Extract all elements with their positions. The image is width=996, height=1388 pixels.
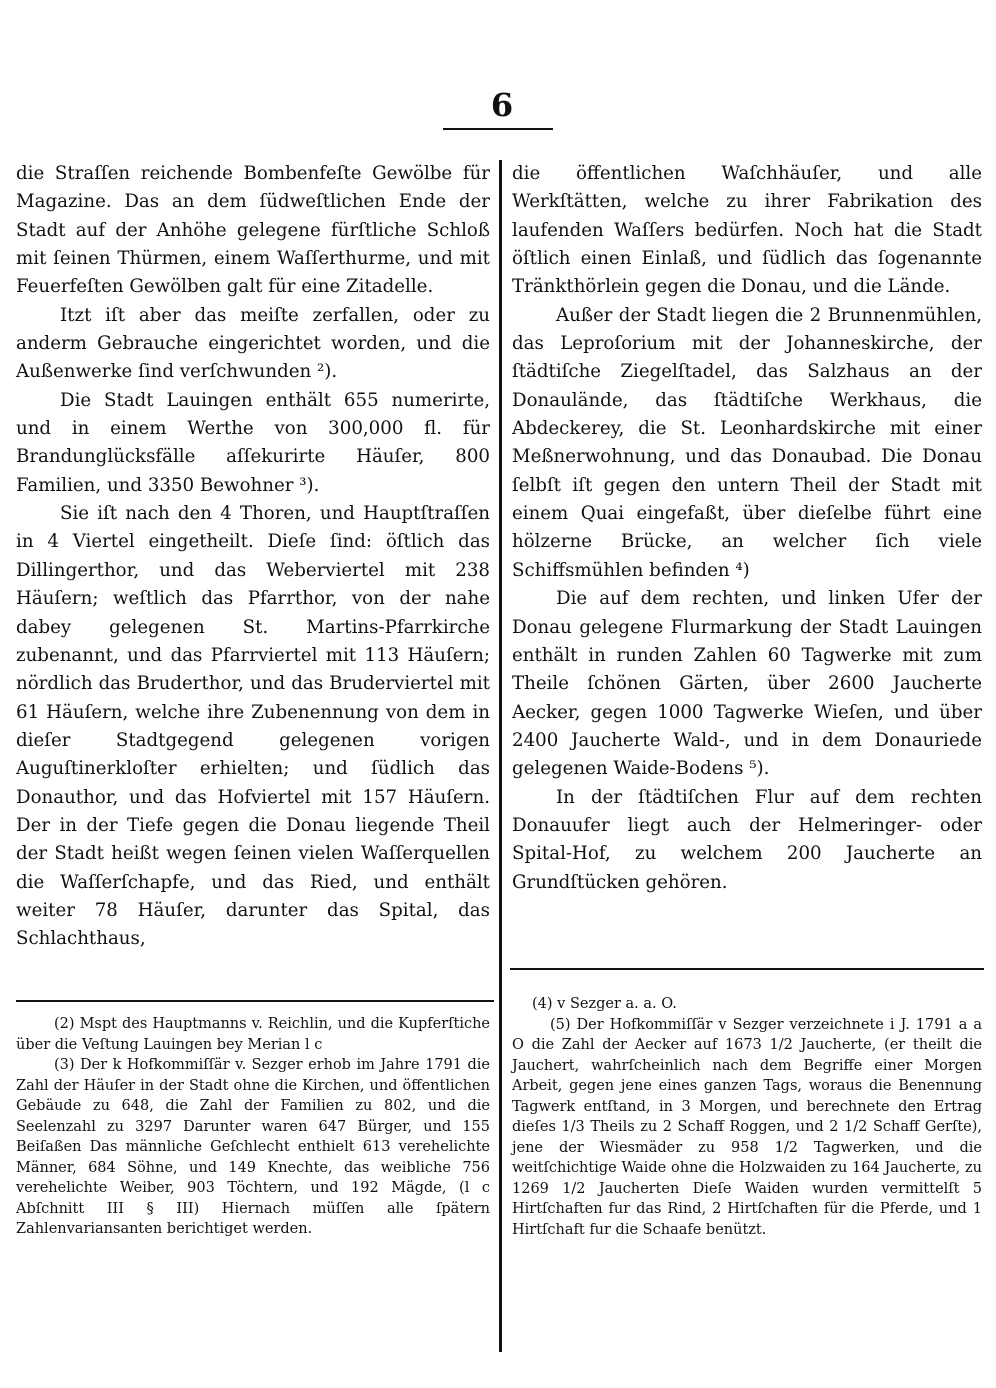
footnote-separator-right [510,968,984,970]
paragraph: Die Stadt Lauingen enthält 655 numerirte, und in einem Werthe von 300,000 fl. für Brandunglücksfälle aſſekurirte Häuſer, 800 Familien, und 3350 Bewohner ³). [16,389,490,496]
footnote: (5) Der Hofkommiſſär v Sezger verzeichnete i J. 1791 a a O die Zahl der Aecker auf 1673 1/2 Jaucherte, (er theilt die Jauchert, wahrſcheinlich nach dem Begriffe einer Morgen Arbeit, gegen jene eines ganzen Tags, woraus die Benennung Tagwerk entſtand, in 3 Morgen, und berechnete den Ertrag dieſes 1/3 Theils zu 2 Schaff Roggen, und 2 1/2 Schaff Gerſte), jene der Wiesmäder zu 958 1/2 Tagwerken, und die weitſchichtige Waide ohne die Holzwaiden zu 164 Jaucherte, zu 1269 1/2 Jaucherten Dieſe Waiden wurden vermittelſt 5 Hirtſchaften fur das Rind, 2 Hirtſchaften für die Pferde, und 1 Hirtſchaft fur die Schaafe benützt. [512,1016,982,1238]
paragraph: Die auf dem rechten, und linken Ufer der Donau gelegene Flurmarkung der Stadt Lauingen enthält in runden Zahlen 60 Tagwerke mit zum Theile ſchönen Gärten, über 2600 Jaucherte Aecker, gegen 1000 Tagwerke Wieſen, und über 2400 Jaucherte Wald-, und in dem Donauriede gelegenen Waide-Bodens ⁵). [512,588,982,780]
paragraph: die Straſſen reichende Bombenfeſte Gewölbe für Magazine. Das an dem ſüdweſtlichen Ende der Stadt auf der Anhöhe gelegene fürſtliche Schloß mit ſeinen Thürmen, einem Waſſerthurme, und mit Feuerfeſten Gewölben galt für eine Zitadelle. [16,163,490,298]
footnote: (4) v Sezger a. a. O. [532,996,677,1012]
footnote-separator-left [16,1000,494,1002]
header-rule [443,128,553,130]
paragraph: Sie iſt nach den 4 Thoren, und Hauptſtraſſen in 4 Viertel eingetheilt. Dieſe ſind: öſtlich das Dillingerthor, und das Weberviertel mit 238 Häuſern; weſtlich das Pfarrthor, von der nahe dabey gelegenen St. Martins-Pfarrkirche zubenannt, und das Pfarrviertel mit 113 Häuſern; nördlich das Bruderthor, und das Bruderviertel mit 61 Häuſern, welche ihre Zubenennung von dem in dieſer Stadtgegend gelegenen vorigen Auguſtinerkloſter erhielten; und ſüdlich das Donauthor, und das Hofviertel mit 157 Häuſern. Der in der Tiefe gegen die Donau liegende Theil der Stadt heißt wegen ſeinen vielen Waſſerquellen die Waſſerſchapfe, und das Ried, und enthält weiter 78 Häuſer, darunter das Spital, das Schlachthaus, [16,503,490,950]
paragraph: In der ſtädtiſchen Flur auf dem rechten Donauufer liegt auch der Helmeringer- oder Spital-Hof, zu welchem 200 Jaucherte an Grundſtücken gehören. [512,786,982,893]
paragraph: Itzt iſt aber das meiſte zerfallen, oder zu anderm Gebrauche eingerichtet worden, und die Außenwerke ſind verſchwunden ²). [16,304,490,383]
right-column-body [512,160,982,897]
page-number: 6 [490,86,514,124]
footnotes-right [512,994,982,1240]
paragraph: die öffentlichen Waſchhäuſer, und alle Werkſtätten, welche zu ihrer Fabrikation des laufenden Waſſers bedürfen. Noch hat die Stadt öſtlich einen Einlaß, und ſüdlich das ſogenannte Tränkthörlein gegen die Donau, und die Lände. [512,163,982,298]
footnote: (2) Mspt des Hauptmanns v. Reichlin, und die Kupferſtiche über die Veſtung Lauingen bey Merian l c [16,1016,490,1053]
column-divider [499,160,502,1352]
paragraph: Außer der Stadt liegen die 2 Brunnenmühlen, das Leproſorium mit der Johanneskirche, der ſtädtiſche Ziegelſtadel, das Salzhaus an der Donaulände, das ſtädtiſche Werkhaus, die Abdeckerey, die St. Leonhardskirche mit einer Meßnerwohnung, und das Donaubad. Die Donau ſelbſt iſt gegen den untern Theil der Stadt mit einem Quai eingefaßt, über dieſelbe führt eine hölzerne Brücke, an welcher ſich viele Schiffsmühlen befinden ⁴) [512,304,982,581]
footnote: (3) Der k Hofkommiſſär v. Sezger erhob im Jahre 1791 die Zahl der Häuſer in der Stadt ohne die Kirchen, und öffentlichen Gebäude zu 648, die Zahl der Familien zu 802, und die Seelenzahl zu 3297 Darunter waren 647 Bürger, und 155 Beiſaßen Das männliche Geſchlecht enthielt 613 verehelichte Männer, 684 Söhne, und 149 Knechte, das weibliche 756 verehelichte Weiber, 903 Töchtern, und 192 Mägde, (l c Abſchnitt III § III) Hiernach müſſen alle ſpätern Zahlenvariansanten berichtiget werden. [16,1057,490,1237]
footnotes-left [16,1014,490,1240]
left-column-body [16,160,490,954]
